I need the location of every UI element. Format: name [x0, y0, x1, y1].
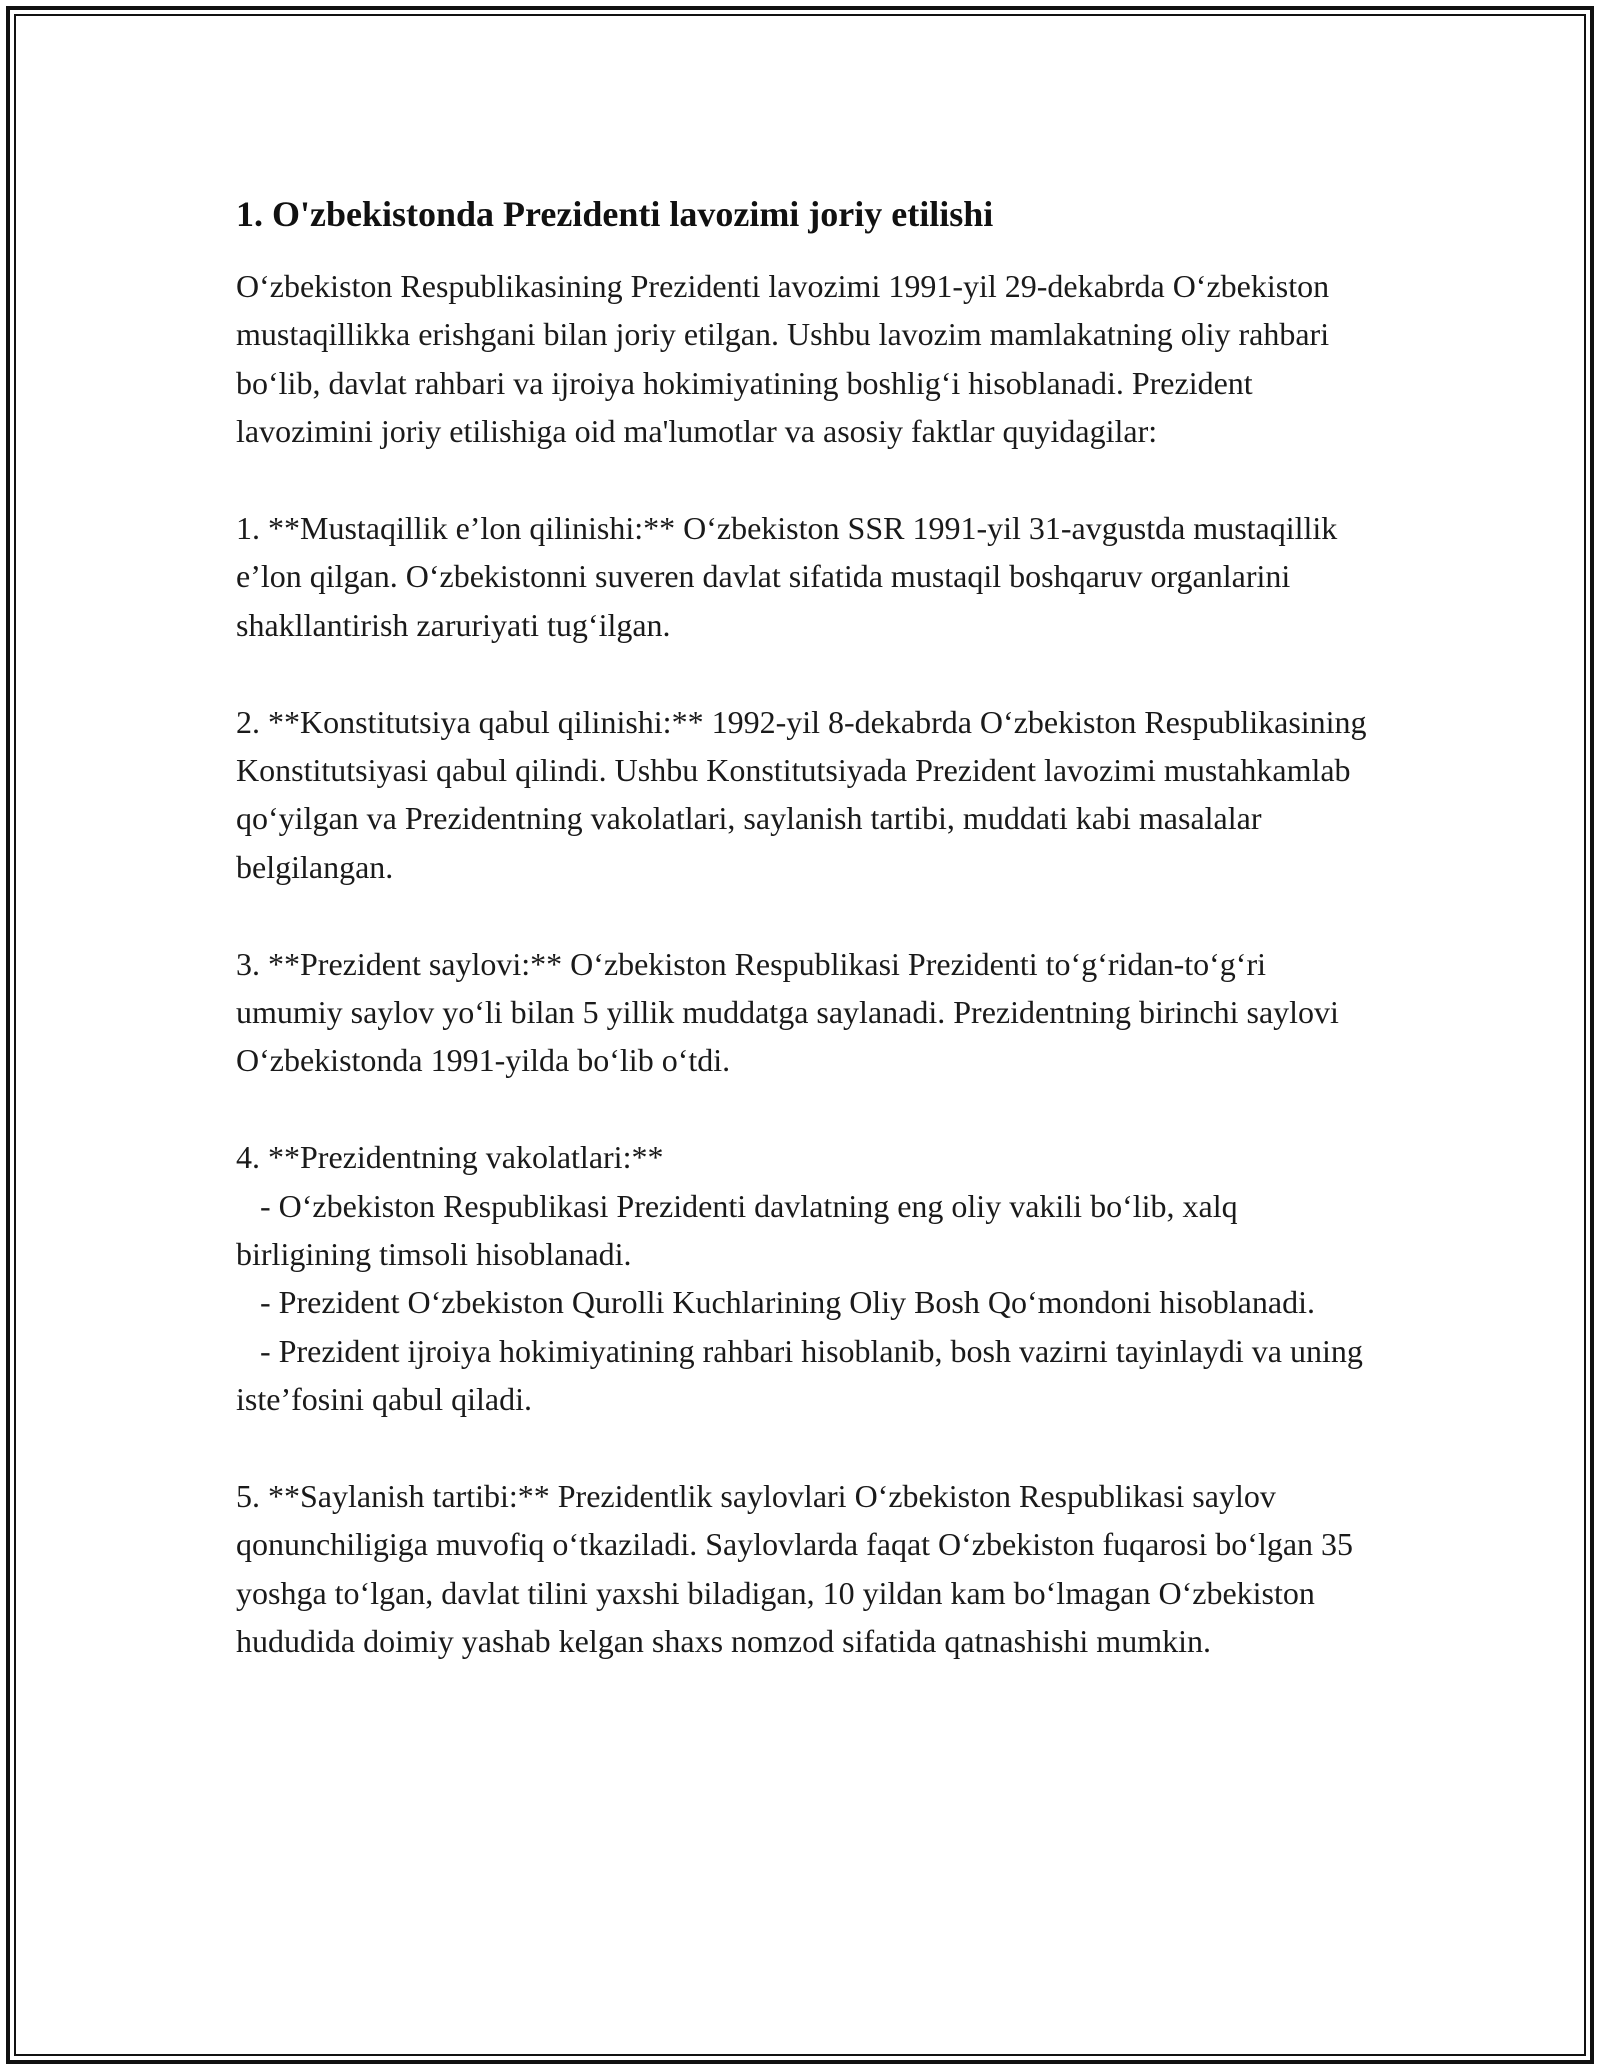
section-mustaqillik: 1. **Mustaqillik e’lon qilinishi:** O‘zbekiston SSR 1991-yil 31-avgustda mustaqillik e’lon qilgan. O‘zbekistonni suveren davlat sifatida mustaqil boshqaruv organlarini shakllantirish zaruriyati tug‘ilgan.	[236, 510, 1346, 643]
section-saylanish-tartibi: 5. **Saylanish tartibi:** Prezidentlik saylovlari O‘zbekiston Respublikasi saylov qonunchiligiga muvofiq o‘tkaziladi. Saylovlarda faqat O‘zbekiston fuqarosi bo‘lgan 35 yoshga to‘lgan, davlat tilini yaxshi biladigan, 10 yildan kam bo‘lmagan O‘zbekiston hududida doimiy yashab kelgan shaxs nomzod sifatida qatnashishi mumkin.	[236, 1478, 1362, 1660]
paragraph-gap	[236, 456, 1376, 504]
document-title: 1. O'zbekistonda Prezidenti lavozimi joriy etilishi	[236, 194, 994, 234]
paragraph-gap	[236, 1085, 1376, 1133]
document-body	[236, 186, 1376, 1666]
paragraph-gap	[236, 891, 1376, 939]
paragraph-gap	[236, 649, 1376, 697]
section-konstitutsiya: 2. **Konstitutsiya qabul qilinishi:** 1992-yil 8-dekabrda O‘zbekiston Respublikasining Konstitutsiyasi qabul qilindi. Ushbu Konstitutsiyada Prezident lavozimi mustahkamlab qo‘yilgan va Prezidentning vakolatlari, saylanish tartibi, muddati kabi masalalar belgilangan.	[236, 703, 1375, 885]
section-vakolatlar: 4. **Prezidentning vakolatlari:** - O‘zbekiston Respublikasi Prezidenti davlatning eng oliy vakili bo‘lib, xalq birligining timsoli hisoblanadi. - Prezident O‘zbekiston Qurolli Kuchlarining Oliy Bosh Qo‘mondoni hisoblanadi. - Prezident ijroiya hokimiyatining rahbari hisoblanib, bosh vazirni tayinlaydi va uning iste’fosini qabul qiladi.	[236, 1139, 1363, 1418]
paragraph-gap	[236, 1424, 1376, 1472]
section-prezident-saylovi: 3. **Prezident saylovi:** O‘zbekiston Respublikasi Prezidenti to‘g‘ridan-to‘g‘ri umumiy saylov yo‘li bilan 5 yillik muddatga saylanadi. Prezidentning birinchi saylovi O‘zbekistonda 1991-yilda bo‘lib o‘tdi.	[236, 945, 1347, 1079]
intro-paragraph: O‘zbekiston Respublikasining Prezidenti lavozimi 1991-yil 29-dekabrda O‘zbekiston mustaqillikka erishgani bilan joriy etilgan. Ushbu lavozim mamlakatning oliy rahbari bo‘lib, davlat rahbari va ijroiya hokimiyatining boshlig‘i hisoblanadi. Prezident lavozimini joriy etilishiga oid ma'lumotlar va asosiy faktlar quyidagilar:	[236, 268, 1338, 450]
